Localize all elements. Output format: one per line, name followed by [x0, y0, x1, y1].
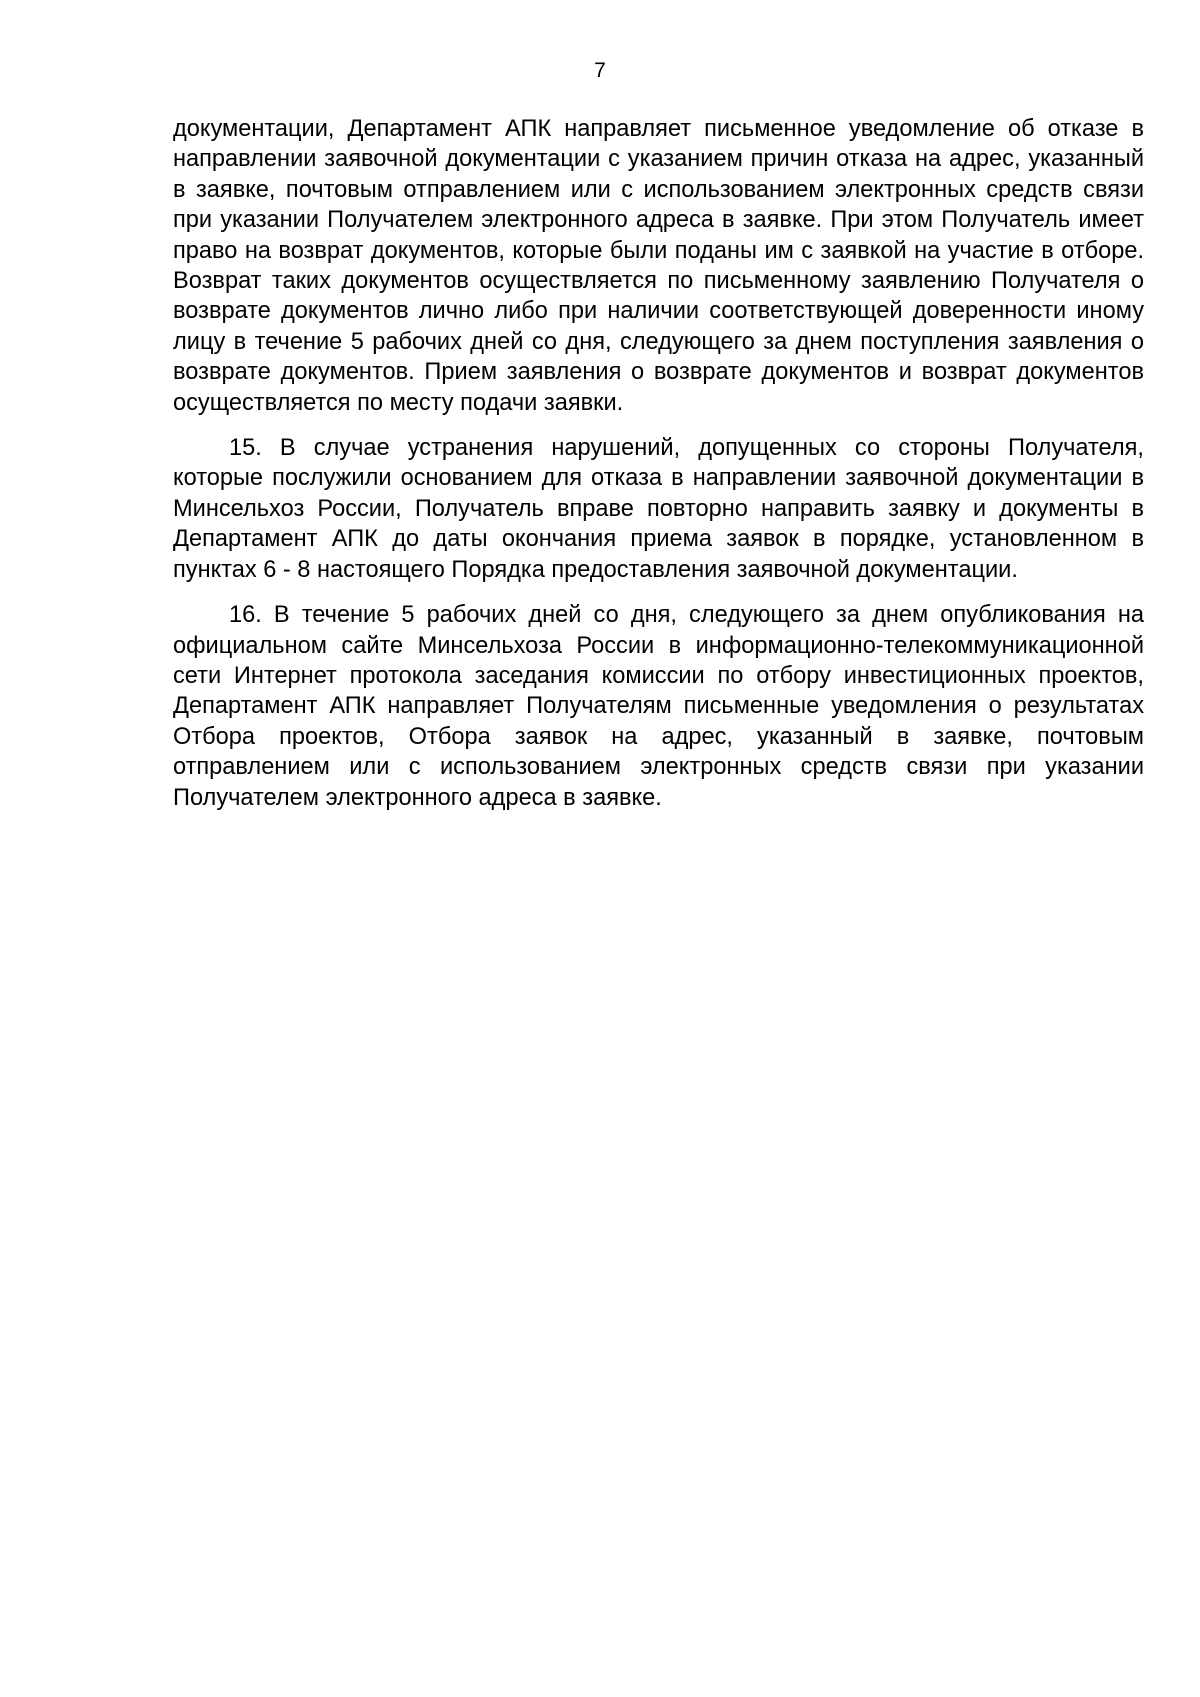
paragraph-15: 15. В случае устранения нарушений, допущенных со стороны Получателя, которые послужили основанием для отказа в направлении заявочной документации в Минсельхоз России, Получатель вправе повторно направить заявку и документы в Департамент АПК до даты окончания приема заявок в порядке, установленном в пунктах 6 - 8 настоящего Порядка предоставления заявочной документации. [173, 435, 1144, 583]
document-body [173, 114, 1144, 828]
paragraph-continuation: документации, Департамент АПК направляет письменное уведомление об отказе в направлении заявочной документации с указанием причин отказа на адрес, указанный в заявке, почтовым отправлением или с использованием электронных средств связи при указании Получателем электронного адреса в заявке. При этом Получатель имеет право на возврат документов, которые были поданы им с заявкой на участие в отборе. Возврат таких документов осуществляется по письменному заявлению Получателя о возврате документов лично либо при наличии соответствующей доверенности иному лицу в течение 5 рабочих дней со дня, следующего за днем поступления заявления о возврате документов. Прием заявления о возврате документов и возврат документов осуществляется по месту подачи заявки. [173, 116, 1144, 416]
page-number: 7 [594, 59, 606, 82]
paragraph-16: 16. В течение 5 рабочих дней со дня, следующего за днем опубликования на официальном сайте Минсельхоза России в информационно-телекоммуникационной сети Интернет протокола заседания комиссии по отбору инвестиционных проектов, Департамент АПК направляет Получателям письменные уведомления о результатах Отбора проектов, Отбора заявок на адрес, указанный в заявке, почтовым отправлением или с использованием электронных средств связи при указании Получателем электронного адреса в заявке. [173, 602, 1144, 811]
